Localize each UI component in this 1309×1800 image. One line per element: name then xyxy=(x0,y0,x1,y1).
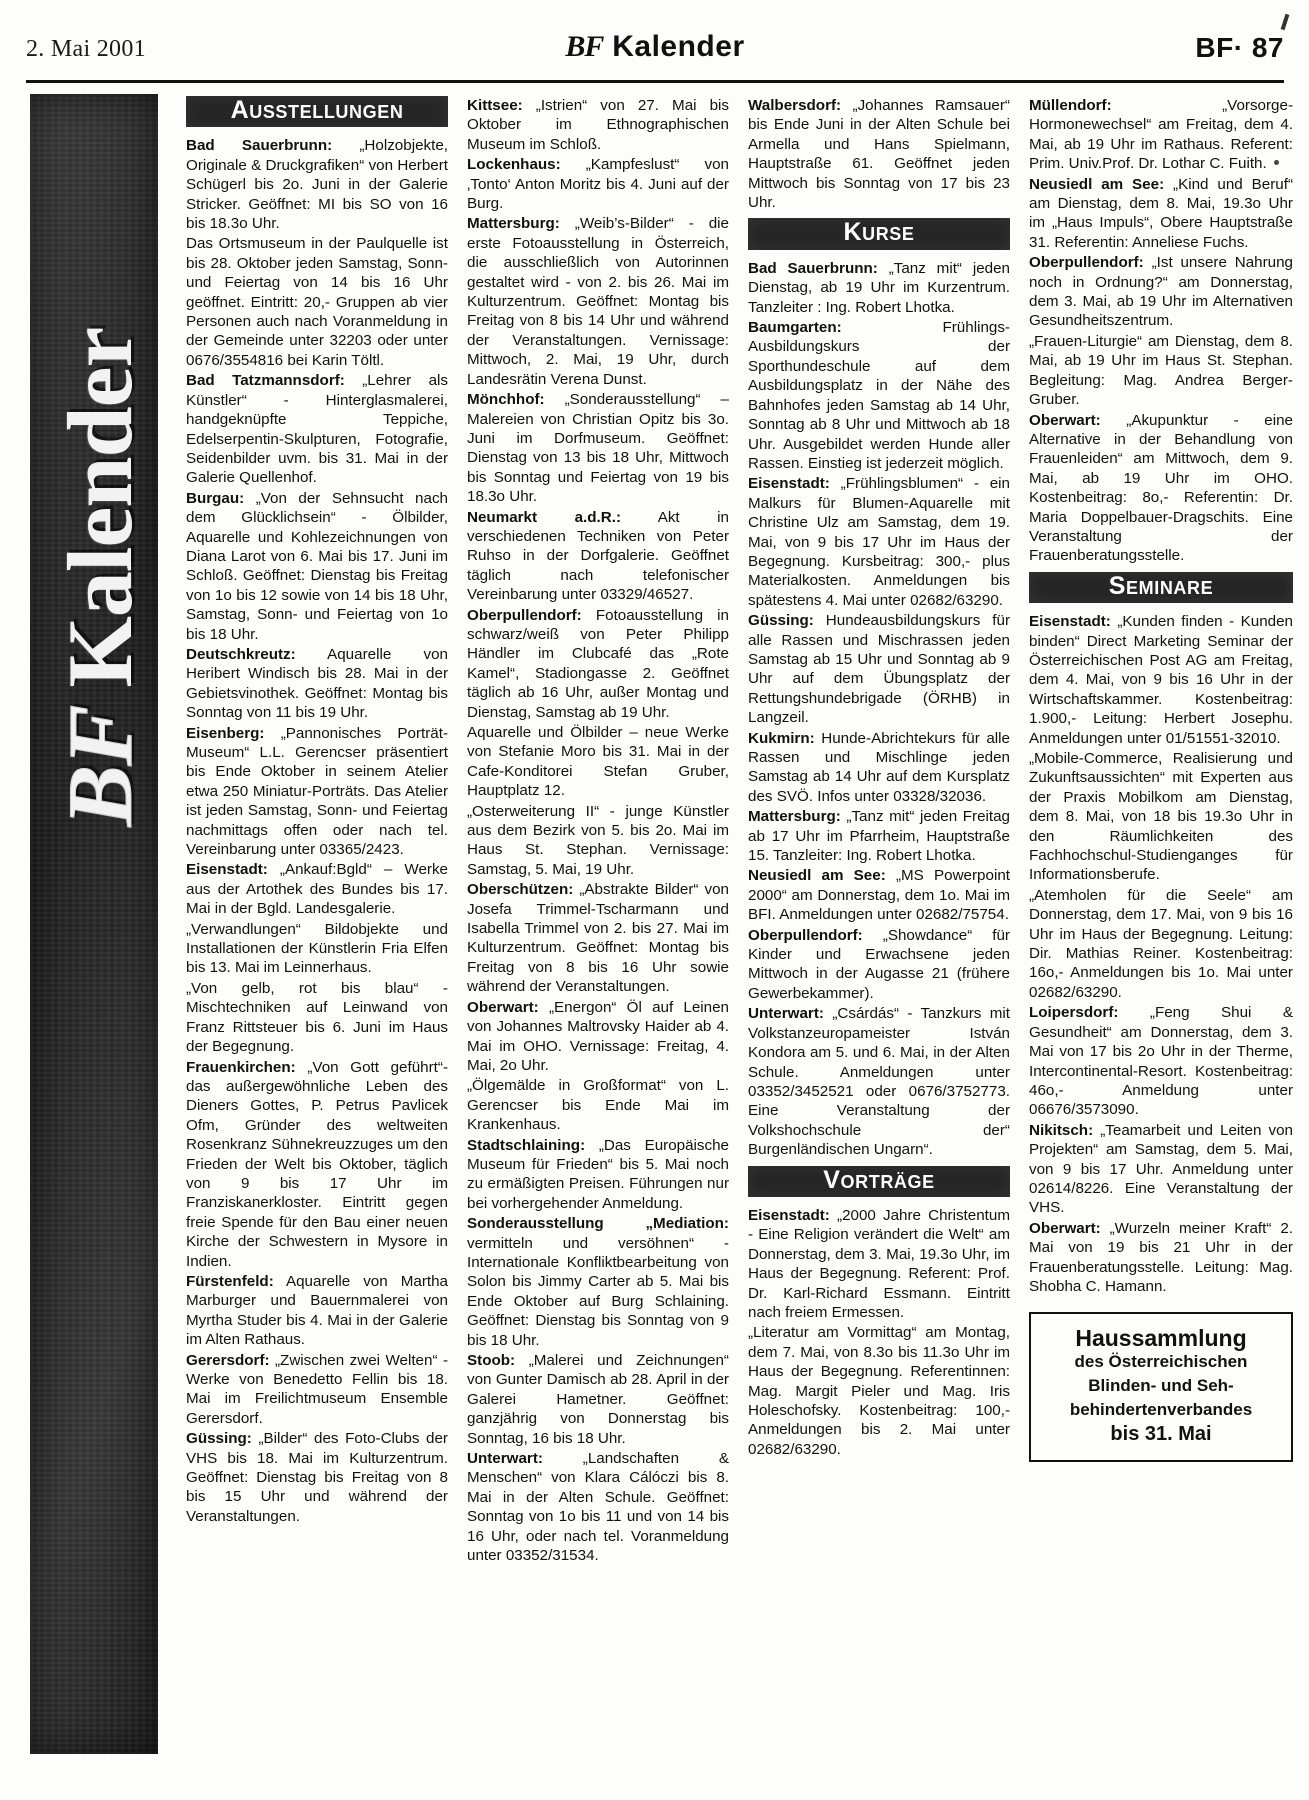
listing-entry: Müllendorf: „Vorsorge-Hormonewechsel“ am Freitag, dem 4. Mai, ab 19 Uhr im Rathaus. Referent: Prim. Univ.Prof. Dr. Lothar C. Fuith. xyxy=(1029,97,1293,173)
listing-entry: Kukmirn: Hunde-Abrichtekurs für alle Rassen und Mischlinge jeden Samstag ab 14 Uhr auf dem Kursplatz des SVÖ. Infos unter 03328/32036. xyxy=(748,729,1010,805)
column-1 xyxy=(186,96,448,1756)
listing-entry: Kittsee: „Istrien“ von 27. Mai bis Oktober im Ethnographischen Museum im Schloß. xyxy=(467,97,729,153)
banner-word: Kalender xyxy=(49,327,151,688)
listing-entry: Oberpullendorf: Fotoausstellung in schwarz/weiß von Peter Philipp Händler im Clubcafé das „Rote Kamel“, Stadiongasse 2. Geöffnet täglich ab 16 Uhr, außer Montag und Dienstag, Samstag ab 19 Uhr. xyxy=(467,606,729,721)
listing-entry: „Atemholen für die Seele“ am Donnerstag, dem 17. Mai, von 9 bis 16 Uhr im Haus der Begegnung. Leitung: Dir. Mathias Reiner. Kostenbeitrag: 16o,- Anmeldungen bis 1o. Mai unter 02682/63290. xyxy=(1029,886,1293,1001)
issue-date: 2. Mai 2001 xyxy=(26,36,146,62)
page-number: BF· 87 xyxy=(1195,32,1284,63)
vertical-banner xyxy=(30,94,158,1754)
listing-entry: Mönchhof: „Sonderausstellung“ – Malereien von Christian Opitz bis 3o. Juni im Dorfmuseum. Geöffnet: Dienstag von 13 bis 18 Uhr, Mittwoch bis Sonntag und Feiertag von 19 bis 18.3o Uhr. xyxy=(467,391,729,506)
haussammlung-notice xyxy=(1029,1312,1293,1462)
listing-entry: Oberwart: „Wurzeln meiner Kraft“ 2. Mai von 19 bis 21 Uhr in der Frauenberatungsstelle. Leitung: Mag. Shobha C. Hamann. xyxy=(1029,1219,1293,1295)
listing-entry: Walbersdorf: „Johannes Ramsauer“ bis Ende Juni in der Alten Schule bei Armella und Hans Spielmann, Hauptstraße 61. Geöffnet jeden Mittwoch bis Sonntag von 17 bis 23 Uhr. xyxy=(748,97,1010,212)
listing-entry: „Verwandlungen“ Bildobjekte und Installationen der Künstlerin Fria Elfen bis 13. Mai im Leinnerhaus. xyxy=(186,920,448,977)
listing-entry: Fürstenfeld: Aquarelle von Martha Marburger und Bauernmalerei von Myrtha Studer bis 4. Mai in der Galerie im Alten Rathaus. xyxy=(186,1272,448,1349)
listing-entry: Mattersburg: „Weib’s-Bilder“ - die erste Fotoausstellung in Österreich, die ausschließlich von Autorinnen gestaltet wird - von 2. bis 26. Mai im Kulturzentrum. Geöffnet: Montag bis Freitag von 8 bis 14 Uhr und während der Veranstaltungen. Vernissage: Mittwoch, 2. Mai, 19 Uhr, durch Landesrätin Verena Dunst. xyxy=(467,215,729,388)
haussammlung-line3: Blinden- und Seh- xyxy=(1088,1376,1234,1396)
column-3 xyxy=(748,96,1010,1756)
listing-entry: Frauenkirchen: „Von Gott geführt“- das außergewöhnliche Leben des Dieners Gottes, P. Petrus Pavlicek Ofm, Gründer des weltweiten Rosenkranz Sühnekreuzzuges um den Frieden der Welt bis Oktober, täglich von 9 bis 17 Uhr im Franziskanerkloster. Eintritt gegen freie Spende für den Bau einer neuen Kirche der Schwestern in Mysore in Indien. xyxy=(186,1058,448,1270)
listing-entry: Eisenstadt: „Ankauf:Bgld“ – Werke aus der Artothek des Bundes bis 17. Mai in der Bgld. Landesgalerie. xyxy=(186,861,448,918)
listing-entry: Stoob: „Malerei und Zeichnungen“ von Gunter Damisch ab 28. April in der Galerei Hametner. Geöffnet: ganzjährig von Donnerstag bis Sonntag, 16 bis 18 Uhr. xyxy=(467,1352,729,1447)
listing-entry: „Frauen-Liturgie“ am Dienstag, dem 8. Mai, ab 19 Uhr im Haus St. Stephan. Begleitung: Mag. Andrea Berger-Gruber. xyxy=(1029,332,1293,409)
listing-entry: Bad Tatzmannsdorf: „Lehrer als Künstler“ - Hinterglasmalerei, handgeknüpfte Teppiche, Edelserpentin-Skulpturen, Fotografie, Seidenbilder uvm. bis 31. Mai in der Galerie Quellenhof. xyxy=(186,372,448,487)
listing-entry: Loipersdorf: „Feng Shui & Gesundheit“ am Donnerstag, dem 3. Mai von 17 bis 2o Uhr in der Therme, Intercontinental-Resort. Kostenbeitrag: 46o,- Anmeldung unter 06676/3573090. xyxy=(1029,1004,1293,1119)
section-heading-seminare: Seminare xyxy=(1029,572,1293,603)
listing-entry: Oberschützen: „Abstrakte Bilder“ von Josefa Trimmel-Tscharmann und Isabella Trimmel von 2. bis 27. Mai im Kulturzentrum. Geöffnet: Montag bis Freitag von 8 bis 16 Uhr sowie während der Veranstaltungen. xyxy=(467,881,729,996)
listing-entry: „Osterweiterung II“ - junge Künstler aus dem Bezirk von 5. bis 2o. Mai im Haus St. Stephan. Vernissage: Samstag, 5. Mai, 19 Uhr. xyxy=(467,802,729,878)
banner-bf-logo: BF xyxy=(49,705,151,827)
page-title xyxy=(26,30,1284,64)
listing-entry: Eisenstadt: „Kunden finden - Kunden binden“ Direct Marketing Seminar der Österreichischen Post AG am Freitag, dem 4. Mai, von 9 bis 16 Uhr in der Wirtschaftskammer. Kostenbeitrag: 1.900,- Leitung: Herbert Josephu. Anmeldungen unter 01/51551-32010. xyxy=(1029,613,1293,747)
haussammlung-line4: behindertenverbandes xyxy=(1069,1400,1253,1420)
haussammlung-line2: des Österreichischen xyxy=(1074,1352,1248,1372)
listing-entry: Burgau: „Von der Sehnsucht nach dem Glücklichsein“ - Ölbilder, Aquarelle und Kohlezeichnungen von Diana Larot von 6. Mai bis 17. Juni im Schloß. Geöffnet: Dienstag bis Freitag von 1o bis 12 sowie von 14 bis 18 Uhr, Samstag, Sonn- und Feiertag von 1o bis 18 Uhr. xyxy=(186,489,448,643)
listing-entry: Unterwart: „Landschaften & Menschen“ von Klara Cálóczi bis 8. Mai in der Alten Schule. Geöffnet: Sonntag von 1o bis 11 und von 14 bis 16 Uhr, oder nach tel. Voranmeldung unter 03352/31534. xyxy=(467,1450,729,1565)
header-divider xyxy=(26,80,1284,83)
listing-entry: Neusiedl am See: „Kind und Beruf“ am Dienstag, dem 8. Mai, 19.3o Uhr im „Haus Impuls“, Obere Hauptstraße 31. Referentin: Anneliese Fuchs. xyxy=(1029,175,1293,251)
listing-entry: Mattersburg: „Tanz mit“ jeden Freitag ab 17 Uhr im Pfarrheim, Hauptstraße 15. Tanzleiter: Ing. Robert Lhotka. xyxy=(748,808,1010,865)
listing-entry: Bad Sauerbrunn: „Holzobjekte, Originale & Druckgrafiken“ von Herbert Schügerl bis 2o. Juni in der Galerie Stricker. Geöffnet: MI bis SO von 16 bis 18.3o Uhr. xyxy=(186,137,448,233)
listing-entry: Oberwart: „Akupunktur - eine Alternative in der Behandlung von Frauenleiden“ am Mittwoch, dem 9. Mai, ab 19 Uhr im OHO. Kostenbeitrag: 8o,- Referentin: Dr. Maria Doppelbauer-Dragschits. Eine Veranstaltung der Frauenberatungsstelle. xyxy=(1029,411,1293,565)
listing-entry: Deutschkreutz: Aquarelle von Heribert Windisch bis 28. Mai in der Gebietsvinothek. Geöffnet: Montag bis Sonntag von 11 bis 19 Uhr. xyxy=(186,645,448,722)
listing-entry: Das Ortsmuseum in der Paulquelle ist bis 28. Oktober jeden Samstag, Sonn- und Feiertag von 14 bis 16 Uhr geöffnet. Eintritt: 20,- Gruppen ab vier Personen auch nach Voranmeldung in der Gemeinde unter 32203 oder unter 0676/3554816 bei Karin Töltl. xyxy=(186,235,448,369)
article-columns xyxy=(186,96,1293,1756)
listing-entry: Bad Sauerbrunn: „Tanz mit“ jeden Dienstag, ab 19 Uhr im Kurzentrum. Tanzleiter : Ing. Robert Lhotka. xyxy=(748,259,1011,316)
listing-entry: Neumarkt a.d.R.: Akt in verschiedenen Techniken von Peter Ruhso in der Dorfgalerie. Geöffnet täglich nach telefonischer Vereinbarung unter 03329/46527. xyxy=(467,508,729,604)
banner-text xyxy=(47,94,153,1287)
listing-entry: Güssing: Hundeausbildungskurs für alle Rassen und Mischrassen jeden Samstag ab 15 Uhr und Sonntag ab 9 Uhr auf dem Übungsplatz der Rettungshundebrigade (ÖRHB) in Langzeil. xyxy=(748,612,1010,727)
listing-entry: Unterwart: „Csárdás“ - Tanzkurs mit Volkstanzeuropameister István Kondora am 5. und 6. Mai, in der Alten Schule. Anmeldungen unter 03352/3452521 oder 0676/3752773. Eine Veranstaltung der Volkshochschule der“ Burgenländischen Ungarn“. xyxy=(748,1005,1010,1159)
listing-entry: Lockenhaus: „Kampfeslust“ von ‚Tonto‘ Anton Moritz bis 4. Juni auf der Burg. xyxy=(467,156,729,213)
haussammlung-title: Haussammlung xyxy=(1075,1325,1247,1352)
section-heading-vortraege: Vorträge xyxy=(748,1166,1010,1197)
column-4 xyxy=(1029,96,1293,1756)
listing-entry: „Literatur am Vormittag“ am Montag, dem 7. Mai, von 8.3o bis 11.3o Uhr im Haus der Begegnung. Referentinnen: Mag. Margit Pieler und Mag. Iris Holeschofsky. Kostenbeitrag: 100,- Anmeldungen bis 2. Mai unter 02682/63290. xyxy=(748,1324,1010,1458)
listing-entry: Oberpullendorf: „Showdance“ für Kinder und Erwachsene jeden Mittwoch in der Augasse 21 (frühere Gewerbekammer). xyxy=(748,926,1010,1002)
listing-entry: Eisenberg: „Pannonisches Porträt-Museum“ L.L. Gerencser präsentiert bis Ende Oktober in seinem Atelier etwa 250 Miniatur-Porträts. Das Atelier ist jeden Samstag, Sonn- und Feiertag nachmittags offen oder nach tel. Vereinbarung unter 03365/2423. xyxy=(186,724,448,859)
masthead-bf-logo: BF xyxy=(565,30,604,63)
listing-entry: Güssing: „Bilder“ des Foto-Clubs der VHS bis 18. Mai im Kulturzentrum. Geöffnet: Dienstag bis Freitag von 8 bis 15 Uhr und während der Veranstaltungen. xyxy=(186,1430,448,1525)
masthead xyxy=(26,30,1284,76)
listing-entry: „Mobile-Commerce, Realisierung und Zukunftsaussichten“ mit Experten aus der Praxis Mobilkom am Dienstag, dem 8. Mai, von 18 bis 19.3o Uhr in den Räumlichkeiten des Fachhochschul-Studienganges für Informationsberufe. xyxy=(1029,750,1293,884)
masthead-title-rest: Kalender xyxy=(603,30,745,63)
listing-entry: Gerersdorf: „Zwischen zwei Welten“ - Werke von Benedetto Fellin bis 18. Mai im Freilichtmuseum Ensemble Gerersdorf. xyxy=(186,1351,448,1427)
haussammlung-deadline: bis 31. Mai xyxy=(1110,1423,1212,1446)
section-heading-ausstellungen: Ausstellungen xyxy=(186,96,448,127)
listing-entry: Baumgarten: Frühlings-Ausbildungskurs der Sporthundeschule auf dem Ausbildungsplatz in der Nähe des Bahnhofes jeden Samstag ab 14 Uhr, Sonntag ab 8 Uhr und Mittwoch ab 18 Uhr. Ausgebildet werden Hunde aller Rassen. Einstieg ist jederzeit möglich. xyxy=(748,319,1010,472)
listing-entry: Oberwart: „Energon“ Öl auf Leinen von Johannes Maltrovsky Haider ab 4. Mai im OHO. Vernissage: Freitag, 4. Mai, 2o Uhr. xyxy=(467,998,729,1074)
listing-entry: „Ölgemälde in Großformat“ von L. Gerencser bis Ende Mai im Krankenhaus. xyxy=(467,1077,729,1134)
listing-entry: Neusiedl am See: „MS Powerpoint 2000“ am Donnerstag, dem 1o. Mai im BFI. Anmeldungen unter 02682/75754. xyxy=(748,867,1010,924)
section-heading-kurse: Kurse xyxy=(748,218,1010,249)
listing-entry: Oberpullendorf: „Ist unsere Nahrung noch in Ordnung?“ am Donnerstag, dem 3. Mai, ab 19 Uhr im Alternativen Gesundheitszentrum. xyxy=(1029,254,1293,330)
listing-entry: Aquarelle und Ölbilder – neue Werke von Stefanie Moro bis 31. Mai in der Cafe-Konditorei Stefan Gruber, Hauptplatz 12. xyxy=(467,724,729,800)
listing-entry: Sonderausstellung „Mediation: vermitteln und versöhnen“ - Internationale Konfliktbearbeitung von Solon bis Jimmy Carter ab 5. Mai bis Ende Oktober auf Burg Schlaining. Geöffnet: Dienstag bis Sonntag von 9 bis 18 Uhr. xyxy=(467,1215,729,1349)
listing-entry: Eisenstadt: „2000 Jahre Christentum - Eine Religion verändert die Welt“ am Donnerstag, dem 3. Mai, 19.3o Uhr, im Haus der Begegnung. Referent: Prof. Dr. Karl-Richard Essmann. Eintritt nach freiem Ermessen. xyxy=(748,1206,1010,1321)
column-2 xyxy=(467,96,729,1756)
listing-entry: „Von gelb, rot bis blau“ - Mischtechniken auf Leinwand von Franz Rittsteuer bis 6. Juni im Haus der Begegnung. xyxy=(186,979,448,1056)
print-mark xyxy=(1281,14,1290,30)
listing-entry: Stadtschlaining: „Das Europäische Museum für Frieden“ bis 5. Mai noch zu ermäßigten Preisen. Führungen nur bei vorhergehender Anmeldung. xyxy=(467,1136,729,1212)
listing-entry: Eisenstadt: „Frühlingsblumen“ - ein Malkurs für Blumen-Aquarelle mit Christine Ulz am Samstag, dem 19. Mai, von 9 bis 17 Uhr im Haus der Begegnung. Kursbeitrag: 300,- plus Materialkosten. Anmeldungen bis spätestens 4. Mai unter 02682/63290. xyxy=(748,475,1010,609)
listing-entry: Nikitsch: „Teamarbeit und Leiten von Projekten“ am Samstag, dem 5. Mai, von 9 bis 17 Uhr. Anmeldung unter 02614/8226. Eine Veranstaltung der VHS. xyxy=(1029,1121,1293,1217)
